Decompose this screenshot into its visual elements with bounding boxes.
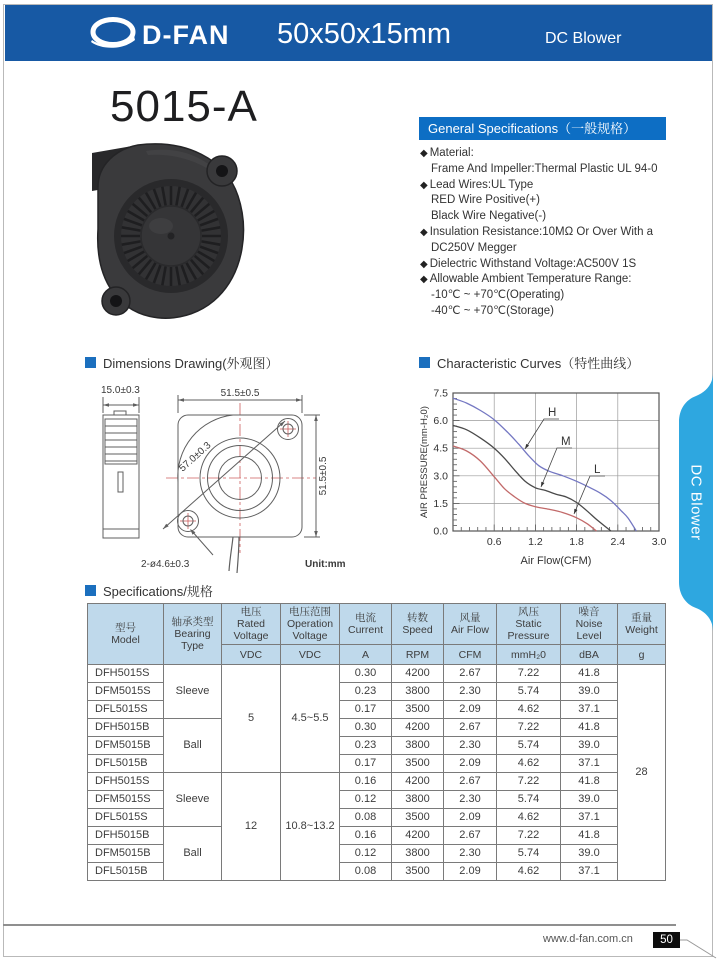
- header-cell: 风量 Air Flow: [444, 604, 497, 645]
- table-cell: 4200: [392, 827, 444, 845]
- table-cell: 5.74: [497, 845, 561, 863]
- table-cell: 0.16: [340, 773, 392, 791]
- table-cell: 3500: [392, 809, 444, 827]
- table-cell: 41.8: [561, 719, 618, 737]
- table-cell: 5.74: [497, 683, 561, 701]
- svg-text:2.4: 2.4: [610, 536, 626, 548]
- header-cell: 噪音 Noise Level: [561, 604, 618, 645]
- blue-square-icon: [85, 357, 96, 368]
- table-cell: 37.1: [561, 755, 618, 773]
- x-axis-label: Air Flow(CFM): [520, 555, 592, 567]
- header-cell: 风压 Static Pressure: [497, 604, 561, 645]
- table-cell: 39.0: [561, 845, 618, 863]
- table-row: [88, 665, 666, 683]
- spec-item: Frame And Impeller:Thermal Plastic UL 94-0: [431, 162, 658, 175]
- table-cell: 2.30: [444, 683, 497, 701]
- svg-text:0.6: 0.6: [486, 536, 502, 548]
- svg-text:3.0: 3.0: [433, 470, 448, 483]
- specifications-table-wrap: [87, 603, 666, 881]
- specifications-table: [87, 603, 666, 881]
- table-cell: Ball: [164, 827, 222, 881]
- spec-item: RED Wire Positive(+): [431, 194, 540, 207]
- table-cell: DFL5015S: [88, 701, 164, 719]
- table-cell: 5: [222, 665, 281, 773]
- unit-cell: RPM: [392, 645, 444, 665]
- dim-holes: 2-ø4.6±0.3: [141, 559, 190, 570]
- spec-item: -40℃ ~ +70℃(Storage): [431, 304, 555, 317]
- table-cell: DFH5015S: [88, 665, 164, 683]
- table-cell: 0.30: [340, 719, 392, 737]
- table-cell: 0.23: [340, 737, 392, 755]
- table-row: [88, 719, 666, 737]
- unit-cell: VDC: [222, 645, 281, 665]
- table-cell: 37.1: [561, 863, 618, 881]
- svg-text:1.5: 1.5: [433, 497, 448, 510]
- header-cell: 型号 Model: [88, 604, 164, 665]
- table-cell: 2.67: [444, 665, 497, 683]
- svg-text:3.0: 3.0: [651, 536, 667, 548]
- table-cell: DFL5015B: [88, 755, 164, 773]
- table-cell: 3500: [392, 755, 444, 773]
- svg-text:7.5: 7.5: [433, 387, 448, 400]
- table-cell: 4.62: [497, 755, 561, 773]
- table-cell: 41.8: [561, 773, 618, 791]
- table-cell: 0.30: [340, 665, 392, 683]
- header-cell: 轴承类型 Bearing Type: [164, 604, 222, 665]
- header-cell: 电压 Rated Voltage: [222, 604, 281, 645]
- spec-item: ◆ Dielectric Withstand Voltage:AC500V 1S: [420, 257, 637, 270]
- curve-H: [453, 398, 636, 531]
- spec-item: ◆ Allowable Ambient Temperature Range:: [420, 273, 632, 286]
- curve-label-M: M: [561, 436, 571, 448]
- product-size: 50x50x15mm: [277, 18, 452, 50]
- table-cell: 39.0: [561, 791, 618, 809]
- table-cell: 0.08: [340, 863, 392, 881]
- table-cell: 0.17: [340, 701, 392, 719]
- table-cell: Sleeve: [164, 773, 222, 827]
- table-cell: 2.30: [444, 737, 497, 755]
- diamond-bullet-icon: ◆: [420, 274, 428, 286]
- table-cell: 3800: [392, 737, 444, 755]
- header-cell: 重量 Weight: [618, 604, 666, 645]
- table-cell: Ball: [164, 719, 222, 773]
- table-cell: 2.67: [444, 719, 497, 737]
- table-cell: 2.30: [444, 791, 497, 809]
- header-cell: 电压范围 Operation Voltage: [281, 604, 340, 645]
- general-specs-header: General Specifications（一般规格）: [419, 117, 666, 140]
- header-cell: 转数 Speed: [392, 604, 444, 645]
- footer-website: www.d-fan.com.cn: [543, 933, 633, 945]
- spec-item: -10℃ ~ +70℃(Operating): [431, 289, 565, 302]
- table-cell: 3800: [392, 683, 444, 701]
- table-cell: 4200: [392, 665, 444, 683]
- table-cell: 3800: [392, 845, 444, 863]
- blue-square-icon: [419, 357, 430, 368]
- dim-top-width: 51.5±0.5: [220, 388, 260, 399]
- table-cell: 2.67: [444, 827, 497, 845]
- table-cell: 2.09: [444, 863, 497, 881]
- curve-M: [453, 425, 611, 531]
- table-cell: 41.8: [561, 827, 618, 845]
- table-cell: 10.8~13.2: [281, 773, 340, 881]
- table-cell: DFM5015S: [88, 791, 164, 809]
- dim-side-width: 15.0±0.3: [101, 385, 140, 396]
- svg-text:6.0: 6.0: [433, 415, 448, 428]
- page-title: 5015-A: [110, 82, 258, 131]
- dfan-logo-icon: [90, 16, 136, 50]
- table-cell: 3500: [392, 701, 444, 719]
- blue-square-icon: [85, 585, 96, 596]
- table-cell: DFL5015B: [88, 863, 164, 881]
- dim-right-height: 51.5±0.5: [318, 456, 329, 496]
- table-cell: 5.74: [497, 791, 561, 809]
- table-cell: Sleeve: [164, 665, 222, 719]
- unit-cell: VDC: [281, 645, 340, 665]
- table-cell: 4.5~5.5: [281, 665, 340, 773]
- blower-fan-photo: [86, 141, 256, 333]
- footer-divider: [3, 924, 676, 926]
- table-cell: 37.1: [561, 809, 618, 827]
- table-cell: 28: [618, 665, 666, 881]
- table-cell: 0.08: [340, 809, 392, 827]
- table-cell: 4.62: [497, 809, 561, 827]
- svg-text:1.8: 1.8: [569, 536, 584, 548]
- table-cell: DFM5015B: [88, 737, 164, 755]
- table-cell: DFM5015B: [88, 845, 164, 863]
- diamond-bullet-icon: ◆: [420, 226, 428, 238]
- table-cell: 3500: [392, 863, 444, 881]
- curve-L: [453, 446, 597, 531]
- table-cell: DFH5015B: [88, 827, 164, 845]
- curve-labels: [525, 407, 605, 514]
- table-cell: DFL5015S: [88, 809, 164, 827]
- spec-item: ◆ Material:: [420, 147, 474, 159]
- chart-curves: [453, 398, 636, 531]
- spec-item: ◆ Insulation Resistance:10MΩ Or Over With a: [420, 225, 654, 238]
- y-axis-label: AIR PRESSURE(mm-H₂0): [419, 406, 430, 518]
- table-cell: 7.22: [497, 719, 561, 737]
- table-row: [88, 827, 666, 845]
- spec-item: Black Wire Negative(-): [431, 210, 547, 223]
- table-cell: 2.30: [444, 845, 497, 863]
- unit-cell: g: [618, 645, 666, 665]
- unit-cell: dBA: [561, 645, 618, 665]
- table-cell: 4200: [392, 773, 444, 791]
- curves-section-title: Characteristic Curves（特性曲线）: [419, 353, 639, 372]
- curve-label-H: H: [548, 407, 557, 419]
- svg-text:4.5: 4.5: [433, 442, 448, 455]
- table-cell: 41.8: [561, 665, 618, 683]
- table-cell: DFH5015B: [88, 719, 164, 737]
- dimensions-section-title: Dimensions Drawing(外观图）: [85, 353, 279, 372]
- unit-cell: A: [340, 645, 392, 665]
- page-number-badge: 50: [653, 932, 680, 948]
- table-cell: 2.67: [444, 773, 497, 791]
- table-cell: 37.1: [561, 701, 618, 719]
- table-row: [88, 773, 666, 791]
- table-cell: DFH5015S: [88, 773, 164, 791]
- table-cell: 4.62: [497, 701, 561, 719]
- dimensions-drawing: [83, 377, 403, 582]
- table-cell: 0.17: [340, 755, 392, 773]
- table-cell: 0.12: [340, 845, 392, 863]
- unit-cell: CFM: [444, 645, 497, 665]
- table-cell: 0.12: [340, 791, 392, 809]
- table-cell: 0.23: [340, 683, 392, 701]
- table-cell: 2.09: [444, 755, 497, 773]
- table-cell: 4200: [392, 719, 444, 737]
- diamond-bullet-icon: ◆: [420, 258, 428, 270]
- table-cell: 7.22: [497, 665, 561, 683]
- table-cell: 12: [222, 773, 281, 881]
- header-bar: [5, 5, 712, 61]
- table-cell: 4.62: [497, 863, 561, 881]
- table-cell: 2.09: [444, 809, 497, 827]
- spec-item: DC250V Megger: [431, 241, 517, 254]
- unit-cell: mmH₂0: [497, 645, 561, 665]
- general-specs-list: [420, 146, 680, 320]
- table-cell: 3800: [392, 791, 444, 809]
- side-tab: [679, 373, 713, 631]
- table-cell: 0.16: [340, 827, 392, 845]
- curve-label-L: L: [594, 464, 601, 476]
- header-cell: 电流 Current: [340, 604, 392, 645]
- characteristic-curves-chart: [417, 383, 669, 579]
- table-cell: 2.09: [444, 701, 497, 719]
- dim-diagonal: 57.0±0.3: [177, 440, 214, 475]
- table-cell: 5.74: [497, 737, 561, 755]
- dim-unit: Unit:mm: [305, 559, 346, 570]
- specs-section-title: Specifications/规格: [85, 581, 213, 600]
- svg-text:0.0: 0.0: [433, 525, 448, 538]
- spec-item: ◆ Lead Wires:UL Type: [420, 178, 534, 191]
- side-tab-text: DC Blower: [687, 463, 705, 541]
- product-type: DC Blower: [545, 30, 622, 47]
- footer-corner-line: [680, 938, 717, 959]
- table-cell: 7.22: [497, 827, 561, 845]
- table-cell: 7.22: [497, 773, 561, 791]
- svg-text:1.2: 1.2: [528, 536, 543, 548]
- table-cell: 39.0: [561, 737, 618, 755]
- brand-name: D-FAN: [142, 20, 230, 50]
- table-cell: DFM5015S: [88, 683, 164, 701]
- diamond-bullet-icon: ◆: [420, 179, 428, 191]
- table-cell: 39.0: [561, 683, 618, 701]
- diamond-bullet-icon: ◆: [420, 148, 428, 159]
